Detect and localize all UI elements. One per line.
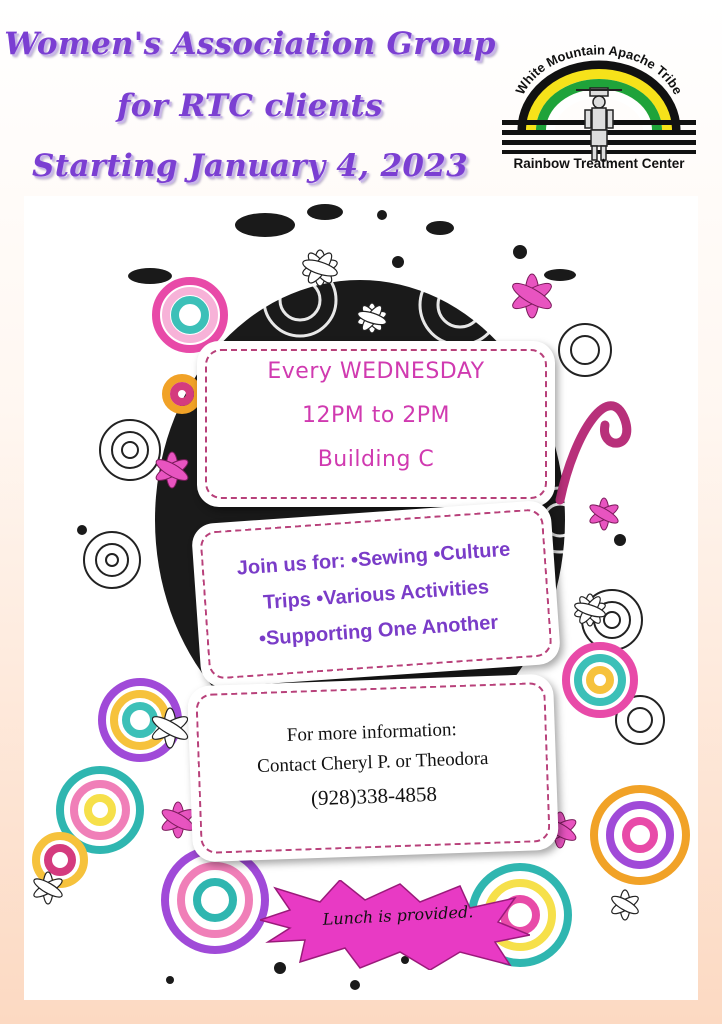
schedule-time: 12PM to 2PM — [301, 403, 451, 428]
schedule-panel — [197, 341, 555, 507]
contact-panel — [187, 674, 559, 863]
contact-intro: For more information: — [286, 719, 458, 746]
activities-panel — [191, 500, 562, 689]
flyer-title-line-2: for RTC clients — [117, 88, 383, 124]
contact-phone: (928)338-4858 — [310, 781, 438, 811]
flyer-title-line-1: Women's Association Group — [4, 26, 496, 62]
schedule-day: Every WEDNESDAY — [267, 359, 485, 384]
logo-arc-text: White Mountain Apache Tribe — [512, 42, 686, 97]
activities-line-3: •Supporting One Another — [258, 611, 499, 651]
schedule-location: Building C — [317, 447, 435, 472]
activities-line-1: Join us for: •Sewing •Culture — [236, 538, 511, 580]
activities-line-2: Trips •Various Activities — [262, 576, 490, 614]
lunch-note: Lunch is provided. — [322, 902, 474, 929]
logo-name: Rainbow Treatment Center — [513, 156, 685, 171]
contact-names: Contact Cheryl P. or Theodora — [256, 747, 489, 778]
flyer-title-line-3: Starting January 4, 2023 — [32, 148, 468, 184]
